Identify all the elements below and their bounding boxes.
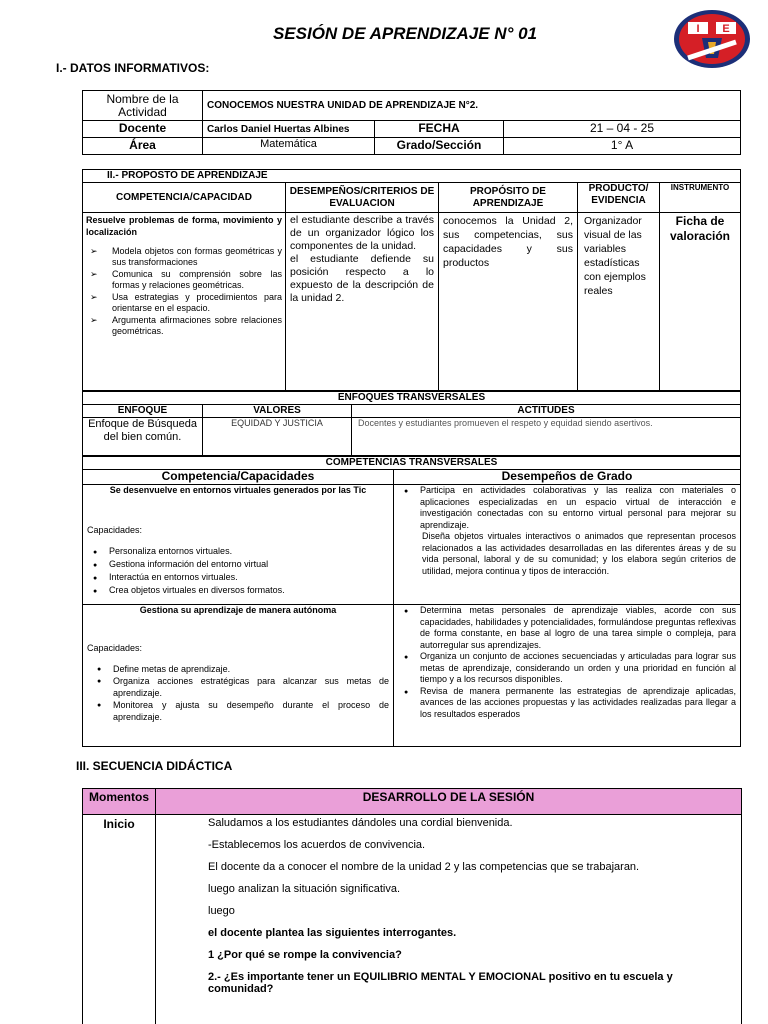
- section-secuencia-title: III. SECUENCIA DIDÁCTICA: [76, 759, 233, 773]
- header-producto-evidencia: PRODUCTO/ EVIDENCIA: [578, 183, 660, 213]
- comp1-capacidad-item: ● Interactúa en entornos virtuales.: [109, 571, 389, 584]
- comp1-desempeno-text: Diseña objetos virtuales interactivos o animados que representan procesos relacionados a las actividades desarrolladas en las diferentes áreas y de su vida personal, laboral y de su comunidad; y los elabora según criterios de utilidad, mejora continua y tipos de interacción.: [422, 531, 736, 576]
- area-value: Matemática: [203, 138, 375, 155]
- header-competencia-capacidad: COMPETENCIA/CAPACIDAD: [83, 183, 286, 213]
- comp2-desempeno-item: ● Determina metas personales de aprendizaje viables, acorde con sus capacidades, habilidades y potencialidades, formulándose preguntas reflexivas de forma constante, en base al logro de una tarea simple o compleja, para autorregular sus aprendizajes.: [420, 605, 736, 651]
- header-proposito-aprendizaje: PROPÓSITO DE APRENDIZAJE: [439, 183, 578, 213]
- comp1-cell: [83, 485, 394, 605]
- competencia-title: Resuelve problemas de forma, movimiento y localización: [86, 215, 282, 237]
- comp2-title: Gestiona su aprendizaje de manera autónoma: [139, 605, 337, 615]
- comp2-desempenos-cell: [394, 605, 741, 747]
- proposito-cell: conocemos la Unidad 2, sus competencias, sus capacidades y sus productos: [439, 213, 578, 391]
- actitudes-value: Docentes y estudiantes promueven el respeto y equidad siendo asertivos.: [352, 418, 741, 456]
- area-label: Área: [83, 138, 203, 155]
- secuencia-line: Saludamos a los estudiantes dándoles una cordial bienvenida.: [208, 817, 513, 829]
- section-datos-title: I.- DATOS INFORMATIVOS:: [56, 61, 210, 75]
- capacidad-item: ➢ Argumenta afirmaciones sobre relaciones geométricas.: [112, 315, 282, 337]
- nombre-value: CONOCEMOS NUESTRA UNIDAD DE APRENDIZAJE N°2.: [203, 91, 741, 121]
- comp2-capacidad-item: ● Define metas de aprendizaje.: [113, 663, 389, 675]
- proposito-body-table: [82, 182, 741, 391]
- col-valores: VALORES: [203, 405, 352, 418]
- logo-letter-e: E: [722, 23, 730, 35]
- comp2-desempeno-item: ● Organiza un conjunto de acciones secuenciadas y articuladas para lograr sus metas de aprendizaje, considerando un orden y una prioridad en función al tiempo y a los recursos disponibles.: [420, 651, 736, 686]
- col-enfoque: ENFOQUE: [83, 405, 203, 418]
- secuencia-table: [82, 788, 742, 1024]
- inicio-desarrollo-cell: [156, 815, 742, 1024]
- comp1-desempenos-list: [398, 485, 736, 531]
- momento-inicio: Inicio: [83, 815, 156, 1024]
- datos-table: [82, 90, 741, 155]
- secuencia-line: luego analizan la situación significativa.: [208, 883, 401, 895]
- col-actitudes: ACTITUDES: [352, 405, 741, 418]
- logo-letter-i: I: [696, 23, 700, 35]
- proposito-table: [82, 169, 741, 183]
- header-instrumento: INSTRUMENTO: [660, 183, 741, 213]
- producto-cell: Organizador visual de las variables estadísticas con ejemplos reales: [578, 213, 660, 391]
- competencias-title: COMPETENCIAS TRANSVERSALES: [83, 457, 741, 470]
- capacidades-list: [86, 246, 282, 337]
- comp1-capacidades-list: [87, 545, 389, 597]
- comp2-cap-label: Capacidades:: [87, 643, 143, 653]
- capacidad-item: ➢ Usa estrategias y procedimientos para orientarse en el espacio.: [112, 292, 282, 314]
- comp1-title: Se desenvuelve en entornos virtuales generados por las Tic: [109, 485, 367, 495]
- page-title: SESIÓN DE APRENDIZAJE N° 01: [272, 24, 538, 43]
- comp1-cap-label: Capacidades:: [87, 525, 143, 535]
- col-desempenos-grado: Desempeños de Grado: [394, 470, 741, 485]
- desempeno-1: el estudiante describe a través de un organizador lógico los componentes de la unidad.: [290, 214, 434, 252]
- enfoque-value: Enfoque de Búsqueda del bien común.: [83, 418, 203, 456]
- comp1-capacidad-item: ● Gestiona información del entorno virtual: [109, 558, 389, 571]
- comp1-capacidad-item: ● Crea objetos virtuales en diversos formatos.: [109, 584, 389, 597]
- section-proposito-title: II.- PROPOSTO DE APRENDIZAJE: [83, 170, 741, 183]
- docente-value: Carlos Daniel Huertas Albines: [203, 121, 375, 138]
- school-shield-icon: [672, 8, 752, 70]
- fecha-value: 21 – 04 - 25: [504, 121, 741, 138]
- desempeno-2: el estudiante defiende su posición respecto a lo expuesto de la descripción de la unidad 2.: [290, 253, 434, 304]
- docente-label: Docente: [83, 121, 203, 138]
- secuencia-line: -Establecemos los acuerdos de convivencia.: [208, 839, 426, 851]
- capacidad-item: ➢ Comunica su comprensión sobre las formas y relaciones geométricas.: [112, 269, 282, 291]
- enfoques-table: [82, 391, 741, 456]
- enfoques-title: ENFOQUES TRANSVERSALES: [83, 392, 741, 405]
- secuencia-line: El docente da a conocer el nombre de la unidad 2 y las competencias que se trabajaran.: [208, 861, 640, 873]
- nombre-label: Nombre de la Actividad: [83, 91, 203, 121]
- comp2-desempenos-list: [398, 605, 736, 720]
- comp1-desempeno-item: ● Participa en actividades colaborativas y las realiza con materiales o aplicaciones especializadas en un espacio virtual de interacción e investigación conectadas con su entorno virtual personal para mejorar su aprendizaje.: [420, 485, 736, 531]
- capacidad-item: ➢ Modela objetos con formas geométricas y sus transformaciones: [112, 246, 282, 268]
- comp2-desempeno-item: ● Revisa de manera permanente las estrategias de aprendizaje aplicadas, avances de las acciones propuestas y las actividades realizadas para llegar a los resultados esperados: [420, 686, 736, 721]
- header-desempenos-criterios: DESEMPEÑOS/CRITERIOS DE EVALUACION: [286, 183, 439, 213]
- fecha-label: FECHA: [375, 121, 504, 138]
- grado-label: Grado/Sección: [375, 138, 504, 155]
- comp2-capacidad-item: ● Organiza acciones estratégicas para alcanzar sus metas de aprendizaje.: [113, 675, 389, 699]
- secuencia-line: luego: [208, 905, 235, 917]
- grado-value: 1° A: [504, 138, 741, 155]
- comp1-capacidad-item: ● Personaliza entornos virtuales.: [109, 545, 389, 558]
- col-competencia-capacidades: Competencia/Capacidades: [83, 470, 394, 485]
- secuencia-question: 1 ¿Por qué se rompe la convivencia?: [208, 949, 402, 961]
- competencias-transversales-table: [82, 456, 741, 747]
- col-desarrollo: DESARROLLO DE LA SESIÓN: [156, 789, 742, 815]
- desempenos-cell: [286, 213, 439, 391]
- instrumento-cell: Ficha de valoración: [660, 213, 741, 391]
- comp2-capacidad-item: ● Monitorea y ajusta su desempeño durante el proceso de aprendizaje.: [113, 699, 389, 723]
- col-momentos: Momentos: [83, 789, 156, 815]
- secuencia-question: 2.- ¿Es importante tener un EQUILIBRIO MENTAL Y EMOCIONAL positivo en tu escuela y comunidad?: [208, 971, 673, 995]
- secuencia-bold-line: el docente plantea las siguientes interrogantes.: [208, 927, 457, 939]
- competencia-cell: [83, 213, 286, 391]
- comp2-cell: [83, 605, 394, 747]
- valores-value: EQUIDAD Y JUSTICIA: [203, 418, 352, 456]
- comp2-capacidades-list: [87, 663, 389, 723]
- comp1-desempenos-cell: [394, 485, 741, 605]
